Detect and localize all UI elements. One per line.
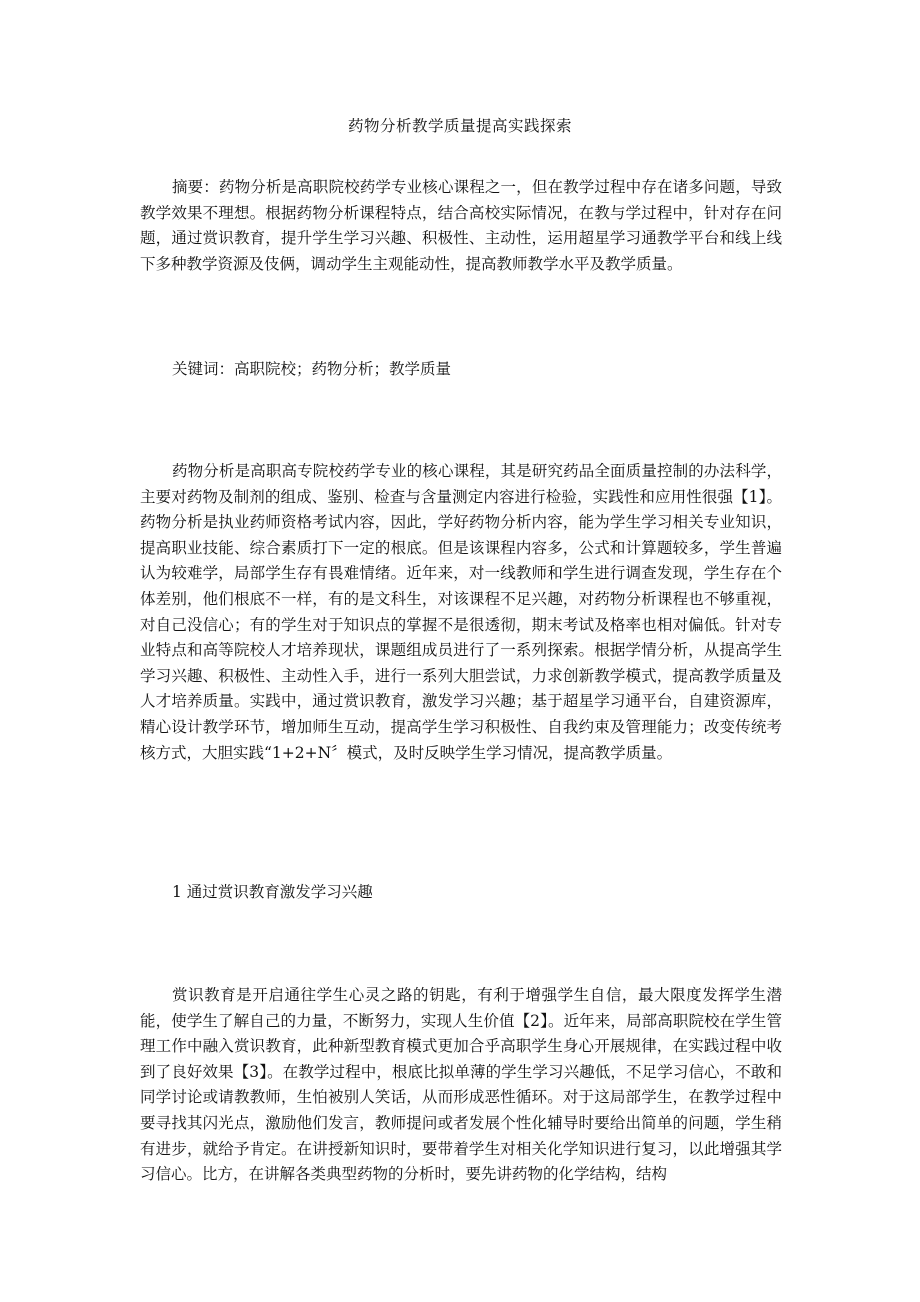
- abstract-paragraph: 摘要：药物分析是高职院校药学专业核心课程之一，但在教学过程中存在诸多问题，导致教学效果不理想。根据药物分析课程特点，结合高校实际情况，在教与学过程中，针对存在问题，通过赏识教育，提升学生学习兴趣、积极性、主动性，运用超星学习通教学平台和线上线下多种教学资源及伎俩，调动学生主观能动性，提高教师教学水平及教学质量。: [140, 178, 782, 273]
- body-paragraph-intro: 药物分析是高职高专院校药学专业的核心课程，其是研究药品全面质量控制的办法科学，主要对药物及制剂的组成、鉴别、检查与含量测定内容进行检验，实践性和应用性很强【1】。药物分析是执业药师资格考试内容，因此，学好药物分析内容，能为学生学习相关专业知识，提高职业技能、综合素质打下一定的根底。但是该课程内容多，公式和计算题较多，学生普遍认为较难学，局部学生存有畏难情绪。近年来，对一线教师和学生进行调查发现，学生存在个体差别，他们根底不一样，有的是文科生，对该课程不足兴趣，对药物分析课程也不够重视，对自己没信心；有的学生对于知识点的掌握不是很透彻，期末考试及格率也相对偏低。针对专业特点和高等院校人才培养现状，课题组成员进行了一系列探索。根据学情分析，从提高学生学习兴趣、积极性、主动性入手，进行一系列大胆尝试，力求创新教学模式，提高教学质量及人才培养质量。实践中，通过赏识教育，激发学习兴趣；基于超星学习通平台，自建资源库，精心设计教学环节，增加师生互动，提高学生学习积极性、自我约束及管理能力；改变传统考核方式，大胆实践“1+2+N〞模式，及时反映学生学习情况，提高教学质量。: [140, 462, 782, 762]
- section-heading-1: 1 通过赏识教育激发学习兴趣: [172, 883, 373, 901]
- keywords-line: 关键词：高职院校；药物分析；教学质量: [172, 360, 452, 378]
- body-paragraph-section-1: 赏识教育是开启通往学生心灵之路的钥匙，有利于增强学生自信，最大限度发挥学生潜能，使学生了解自己的力量，不断努力，实现人生价值【2】。近年来，局部高职院校在学生管理工作中融入赏识教育，此种新型教育模式更加合乎高职学生身心开展规律，在实践过程中收到了良好效果【3】。在教学过程中，根底比拟单薄的学生学习兴趣低，不足学习信心，不敢和同学讨论或请教教师，生怕被别人笑话，从而形成恶性循环。对于这局部学生，在教学过程中要寻找其闪光点，激励他们发言，教师提问或者发展个性化辅导时要给出简单的问题，学生稍有进步，就给予肯定。在讲授新知识时，要带着学生对相关化学知识进行复习，以此增强其学习信心。比方，在讲解各类典型药物的分析时，要先讲药物的化学结构，结构: [140, 986, 782, 1184]
- document-title: 药物分析教学质量提高实践探索: [347, 117, 572, 135]
